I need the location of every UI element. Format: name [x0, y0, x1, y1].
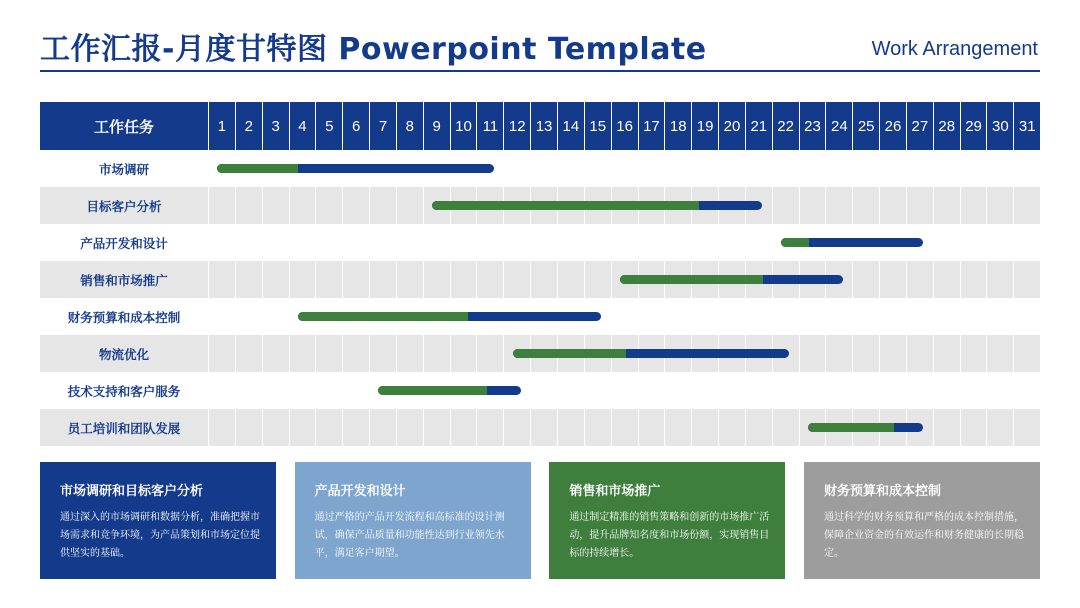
gantt-cell [906, 187, 933, 224]
gantt-cell [960, 224, 987, 261]
day-header: 8 [396, 102, 423, 150]
day-header: 22 [772, 102, 799, 150]
gantt-cell [450, 335, 477, 372]
gantt-cell [638, 372, 665, 409]
gantt-cell [852, 150, 879, 187]
gantt-cell [960, 372, 987, 409]
gantt-cell [772, 150, 799, 187]
gantt-cell [879, 298, 906, 335]
gantt-cell [960, 298, 987, 335]
gantt-cell [530, 261, 557, 298]
gantt-cell [423, 224, 450, 261]
gantt-cell [396, 224, 423, 261]
gantt-cell [584, 261, 611, 298]
task-column-header: 工作任务 [93, 117, 154, 136]
gantt-cell [315, 335, 342, 372]
gantt-cell [557, 224, 584, 261]
gantt-cell [933, 372, 960, 409]
gantt-cell [369, 187, 396, 224]
gantt-cell [530, 409, 557, 446]
gantt-cell [906, 335, 933, 372]
task-progress [378, 386, 486, 395]
gantt-cell [852, 372, 879, 409]
day-header: 6 [342, 102, 369, 150]
gantt-cell [262, 335, 289, 372]
gantt-cell [960, 261, 987, 298]
task-bar [620, 275, 843, 284]
gantt-cell [745, 150, 772, 187]
gantt-cell [718, 372, 745, 409]
day-header: 3 [262, 102, 289, 150]
gantt-cell [476, 261, 503, 298]
page-subtitle: Work Arrangement [871, 38, 1038, 60]
gantt-cell [879, 150, 906, 187]
gantt-cell [879, 187, 906, 224]
gantt-cell [342, 187, 369, 224]
gantt-cell [691, 298, 718, 335]
gantt-cell [1013, 409, 1040, 446]
day-header: 7 [369, 102, 396, 150]
gantt-cell [825, 187, 852, 224]
gantt-row [40, 224, 1040, 261]
task-name: 目标客户分析 [40, 187, 208, 224]
gantt-cell [1013, 372, 1040, 409]
gantt-cell [208, 372, 235, 409]
gantt-cell [235, 298, 262, 335]
card-title: 市场调研和目标客户分析 [60, 484, 204, 499]
gantt-cell [423, 335, 450, 372]
gantt-cell [530, 150, 557, 187]
gantt-cell [825, 150, 852, 187]
gantt-cell [799, 298, 826, 335]
gantt-cell [852, 335, 879, 372]
gantt-cell [503, 261, 530, 298]
gantt-cell [476, 335, 503, 372]
day-header: 13 [530, 102, 557, 150]
gantt-cell [664, 409, 691, 446]
gantt-cell [986, 187, 1013, 224]
gantt-row [40, 335, 1040, 372]
task-progress [513, 349, 626, 358]
gantt-cell [1013, 335, 1040, 372]
card-text: 通过科学的财务预算和严格的成本控制措施，保障企业资金的有效运作和财务健康的长期稳定。 [823, 512, 1024, 559]
task-bar [298, 312, 601, 321]
gantt-cell [262, 372, 289, 409]
gantt-cell [933, 261, 960, 298]
gantt-cell [772, 372, 799, 409]
gantt-cell [986, 409, 1013, 446]
gantt-cell [235, 409, 262, 446]
day-header: 26 [879, 102, 906, 150]
gantt-cell [772, 409, 799, 446]
task-bar [217, 164, 493, 173]
task-progress [620, 275, 763, 284]
gantt-cell [611, 298, 638, 335]
gantt-cell [208, 261, 235, 298]
gantt-cell [342, 335, 369, 372]
gantt-cell [879, 335, 906, 372]
gantt-cell [611, 409, 638, 446]
gantt-cell [852, 298, 879, 335]
task-progress [808, 423, 895, 432]
gantt-cell [342, 261, 369, 298]
gantt-rows [40, 150, 1040, 446]
gantt-row [40, 409, 1040, 446]
task-name: 技术支持和客户服务 [67, 383, 181, 399]
gantt-cell [208, 298, 235, 335]
day-header: 28 [933, 102, 960, 150]
gantt-cell [450, 409, 477, 446]
day-header: 17 [638, 102, 665, 150]
day-header: 21 [745, 102, 772, 150]
day-header: 15 [584, 102, 611, 150]
gantt-cell [933, 335, 960, 372]
gantt-cell [369, 224, 396, 261]
gantt-cell [986, 150, 1013, 187]
day-header: 27 [906, 102, 933, 150]
gantt-cell [584, 372, 611, 409]
gantt-cell [369, 409, 396, 446]
gantt-row [40, 187, 1040, 224]
gantt-cell [611, 372, 638, 409]
gantt-cell [745, 409, 772, 446]
gantt-cell [664, 298, 691, 335]
gantt-cell [611, 150, 638, 187]
card-text: 通过严格的产品开发流程和高标准的设计测试，确保产品质量和功能性达到行业领先水平，满足客户期望。 [314, 512, 505, 559]
gantt-cell [423, 261, 450, 298]
gantt-cell [235, 335, 262, 372]
gantt-cell [289, 187, 316, 224]
gantt-cell [235, 224, 262, 261]
gantt-cell [718, 224, 745, 261]
gantt-cell [208, 224, 235, 261]
gantt-cell [289, 335, 316, 372]
gantt-row [40, 298, 1040, 335]
gantt-cell [208, 335, 235, 372]
gantt-cell [906, 372, 933, 409]
gantt-cell [503, 409, 530, 446]
day-header: 11 [476, 102, 503, 150]
card-title: 销售和市场推广 [569, 484, 661, 499]
gantt-cell [369, 261, 396, 298]
gantt-cell [960, 150, 987, 187]
gantt-cell [638, 150, 665, 187]
day-header: 31 [1013, 102, 1040, 150]
gantt-cell [289, 261, 316, 298]
task-progress [298, 312, 468, 321]
day-header: 10 [450, 102, 477, 150]
gantt-cell [450, 261, 477, 298]
gantt-cell [584, 409, 611, 446]
gantt-cell [933, 187, 960, 224]
summary-cards [40, 462, 1040, 579]
day-header: 25 [852, 102, 879, 150]
task-bar [808, 423, 923, 432]
gantt-cell [852, 187, 879, 224]
day-header: 29 [960, 102, 987, 150]
gantt-row [40, 372, 1040, 409]
gantt-cell [825, 335, 852, 372]
gantt-cell [986, 224, 1013, 261]
day-header: 5 [315, 102, 342, 150]
gantt-cell [584, 224, 611, 261]
card-text: 通过制定精准的销售策略和创新的市场推广活动，提升品牌知名度和市场份额，实现销售目标的持续增长。 [569, 512, 770, 559]
day-header: 16 [611, 102, 638, 150]
task-bar [432, 201, 762, 210]
gantt-cell [289, 372, 316, 409]
gantt-cell [450, 224, 477, 261]
gantt-cell [396, 187, 423, 224]
gantt-cell [476, 224, 503, 261]
gantt-cell [315, 187, 342, 224]
gantt-cell [960, 187, 987, 224]
day-header: 30 [986, 102, 1013, 150]
gantt-cell [638, 409, 665, 446]
task-name: 产品开发和设计 [80, 235, 168, 251]
gantt-cell [772, 187, 799, 224]
gantt-cell [1013, 261, 1040, 298]
task-progress [217, 164, 297, 173]
gantt-cell [906, 261, 933, 298]
gantt-cell [745, 372, 772, 409]
gantt-cell [315, 224, 342, 261]
gantt-cell [235, 261, 262, 298]
gantt-cell [262, 224, 289, 261]
day-header: 18 [664, 102, 691, 150]
card-title: 财务预算和成本控制 [823, 484, 941, 499]
task-bar [513, 349, 789, 358]
gantt-cell [799, 187, 826, 224]
gantt-cell [664, 372, 691, 409]
gantt-cell [1013, 150, 1040, 187]
task-progress [781, 238, 809, 247]
day-header: 1 [208, 102, 235, 150]
gantt-cell [369, 335, 396, 372]
gantt-cell [638, 224, 665, 261]
gantt-cell [315, 372, 342, 409]
gantt-cell [986, 261, 1013, 298]
gantt-cell [503, 150, 530, 187]
task-bar [378, 386, 520, 395]
gantt-cell [745, 224, 772, 261]
gantt-cell [986, 298, 1013, 335]
gantt-cell [315, 261, 342, 298]
gantt-cell [396, 335, 423, 372]
gantt-chart [40, 102, 1040, 446]
gantt-cell [879, 372, 906, 409]
task-name: 市场调研 [98, 161, 149, 177]
day-header: 9 [423, 102, 450, 150]
gantt-cell [691, 372, 718, 409]
gantt-cell [262, 261, 289, 298]
gantt-cell [262, 187, 289, 224]
gantt-cell [772, 298, 799, 335]
gantt-cell [557, 150, 584, 187]
gantt-cell [906, 150, 933, 187]
gantt-cell [799, 335, 826, 372]
gantt-row [40, 261, 1040, 298]
gantt-cell [638, 298, 665, 335]
gantt-cell [664, 224, 691, 261]
gantt-cell [1013, 224, 1040, 261]
gantt-cell [423, 409, 450, 446]
summary-card [549, 462, 785, 579]
day-header: 12 [503, 102, 530, 150]
gantt-cell [530, 372, 557, 409]
gantt-cell [664, 150, 691, 187]
gantt-cell [986, 335, 1013, 372]
day-header: 14 [557, 102, 584, 150]
card-text: 通过深入的市场调研和数据分析，准确把握市场需求和竞争环境，为产品策划和市场定位提供坚实的基础。 [60, 512, 260, 559]
gantt-cell [852, 261, 879, 298]
gantt-cell [799, 150, 826, 187]
gantt-cell [557, 372, 584, 409]
gantt-cell [906, 298, 933, 335]
gantt-cell [718, 409, 745, 446]
gantt-cell [825, 372, 852, 409]
gantt-cell [208, 187, 235, 224]
gantt-cell [879, 261, 906, 298]
gantt-cell [262, 409, 289, 446]
gantt-cell [235, 187, 262, 224]
gantt-cell [396, 409, 423, 446]
day-header: 4 [289, 102, 316, 150]
gantt-cell [718, 150, 745, 187]
gantt-cell [476, 409, 503, 446]
gantt-cell [503, 224, 530, 261]
gantt-cell [557, 409, 584, 446]
task-name: 员工培训和团队发展 [40, 409, 208, 446]
title-divider [40, 70, 1040, 72]
gantt-cell [235, 372, 262, 409]
gantt-cell [611, 224, 638, 261]
gantt-cell [691, 150, 718, 187]
day-header: 2 [235, 102, 262, 150]
day-header: 20 [718, 102, 745, 150]
summary-card [40, 462, 276, 579]
gantt-cell [1013, 187, 1040, 224]
gantt-cell [315, 409, 342, 446]
gantt-cell [342, 409, 369, 446]
task-progress [432, 201, 699, 210]
task-bar [781, 238, 923, 247]
page-title: 工作汇报-月度甘特图 Powerpoint Template [40, 32, 707, 67]
task-name: 销售和市场推广 [40, 261, 208, 298]
gantt-cell [933, 150, 960, 187]
gantt-cell [960, 409, 987, 446]
gantt-cell [691, 409, 718, 446]
gantt-cell [342, 224, 369, 261]
day-header: 23 [799, 102, 826, 150]
gantt-cell [933, 298, 960, 335]
gantt-row [40, 150, 1040, 187]
gantt-cell [825, 298, 852, 335]
gantt-cell [799, 372, 826, 409]
gantt-cell [396, 261, 423, 298]
gantt-cell [933, 409, 960, 446]
gantt-cell [289, 224, 316, 261]
gantt-cell [691, 224, 718, 261]
gantt-cell [718, 298, 745, 335]
task-name: 财务预算和成本控制 [67, 309, 181, 325]
card-title: 产品开发和设计 [314, 484, 406, 499]
gantt-cell [289, 409, 316, 446]
gantt-cell [745, 298, 772, 335]
day-header: 19 [691, 102, 718, 150]
gantt-cell [960, 335, 987, 372]
gantt-cell [342, 372, 369, 409]
gantt-cell [208, 409, 235, 446]
gantt-cell [986, 372, 1013, 409]
summary-card [295, 462, 531, 579]
task-name: 物流优化 [40, 335, 208, 372]
gantt-cell [933, 224, 960, 261]
gantt-cell [262, 298, 289, 335]
gantt-cell [557, 261, 584, 298]
gantt-cell [1013, 298, 1040, 335]
gantt-cell [584, 150, 611, 187]
gantt-header [40, 102, 1040, 150]
day-header: 24 [825, 102, 852, 150]
summary-card [804, 462, 1040, 579]
gantt-cell [530, 224, 557, 261]
